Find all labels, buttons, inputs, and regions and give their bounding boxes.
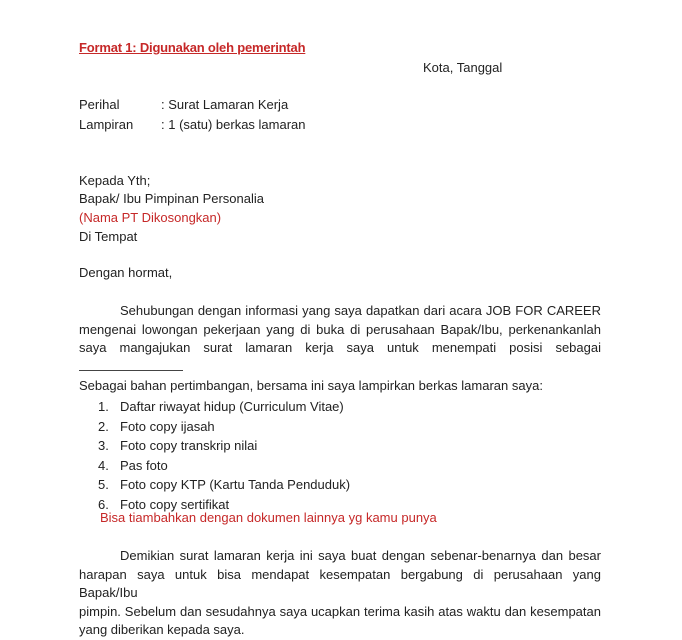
company-placeholder: (Nama PT Dikosongkan) [79, 210, 222, 225]
paragraph-line: pimpin. Sebelum dan sesudahnya saya ucapkan terima kasih atas waktu dan kesempatan [79, 603, 601, 619]
position-blank-line [79, 370, 183, 371]
list-number: 1. [98, 399, 109, 414]
list-text: Foto copy sertifikat [120, 496, 230, 512]
paragraph-line: Sehubungan dengan informasi yang saya dapatkan dari acara JOB FOR CAREER [120, 303, 601, 318]
paragraph-line: saya mangajukan surat lamaran kerja saya untuk menempati posisi sebagai [79, 340, 601, 355]
list-item [98, 475, 350, 495]
opening-paragraph [79, 302, 601, 358]
list-number: 5. [98, 477, 109, 492]
list-text: Foto copy ijasah [120, 418, 215, 434]
meta-label-lampiran: Lampiran [79, 117, 134, 132]
list-number: 4. [98, 457, 109, 473]
closing-paragraph [79, 547, 601, 640]
place-date: Kota, Tanggal [423, 60, 503, 75]
recipient-title: Bapak/ Ibu Pimpinan Personalia [79, 191, 265, 206]
attachments-note: Bisa tiambahkan dengan dokumen lainnya yg kamu punya [100, 510, 437, 525]
meta-value-perihal: : Surat Lamaran Kerja [161, 97, 289, 112]
attachments-list [98, 397, 350, 514]
paragraph-line: Demikian surat lamaran kerja ini saya buat dengan sebenar-benarnya dan besar [120, 548, 601, 563]
meta-value-lampiran: : 1 (satu) berkas lamaran [161, 117, 306, 132]
list-item [98, 436, 350, 456]
paragraph-line: harapan saya untuk bisa mendapat kesempatan bergabung di perusahaan yang Bapak/Ibu [79, 566, 601, 600]
list-item [98, 397, 350, 417]
attachments-intro: Sebagai bahan pertimbangan, bersama ini saya lampirkan berkas lamaran saya: [79, 378, 543, 393]
format-heading: Format 1: Digunakan oleh pemerintah [79, 40, 306, 55]
list-number: 3. [98, 438, 109, 453]
paragraph-line: mengenai lowongan pekerjaan yang di buka di perusahaan Bapak/Ibu, perkenankanlah [79, 321, 601, 337]
meta-label-perihal: Perihal [79, 97, 120, 112]
list-item [98, 456, 350, 476]
list-number: 2. [98, 418, 109, 434]
list-text: Daftar riwayat hidup (Curriculum Vitae) [120, 399, 344, 414]
list-number: 6. [98, 496, 109, 512]
recipient-location: Di Tempat [79, 229, 138, 244]
recipient-greeting: Kepada Yth; [79, 173, 151, 188]
list-text: Foto copy transkrip nilai [120, 438, 258, 453]
list-text: Foto copy KTP (Kartu Tanda Penduduk) [120, 477, 351, 492]
list-text: Pas foto [120, 457, 168, 473]
salutation: Dengan hormat, [79, 265, 173, 280]
paragraph-line: yang diberikan kepada saya. [79, 622, 245, 637]
list-item [98, 417, 350, 437]
